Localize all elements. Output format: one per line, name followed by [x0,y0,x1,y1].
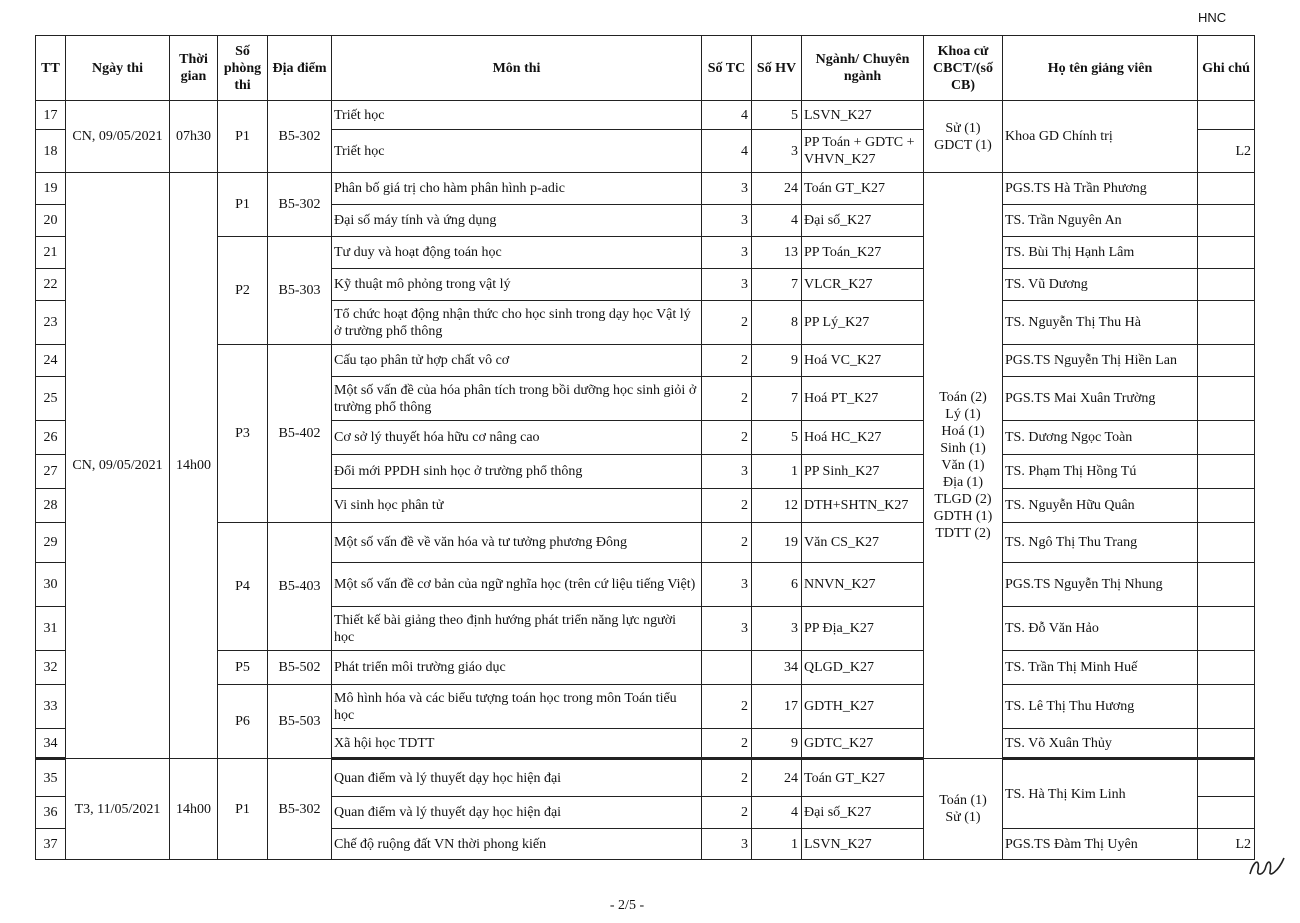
document-code: HNC [1198,10,1227,25]
exam-location: B5-502 [268,651,332,685]
exam-location: B5-402 [268,345,332,523]
lecturer-name: TS. Dương Ngọc Toàn [1003,421,1198,455]
row-students: 17 [752,685,802,729]
row-students: 4 [752,797,802,829]
lecturer-name: TS. Nguyễn Thị Thu Hà [1003,301,1198,345]
row-subject: Mô hình hóa và các biểu tượng toán học trong môn Toán tiểu học [332,685,702,729]
table-row [36,237,1255,269]
row-subject: Cấu tạo phân tử hợp chất vô cơ [332,345,702,377]
proctor-item: TDTT (2) [935,526,991,541]
row-students: 1 [752,829,802,860]
row-tt: 29 [36,523,66,563]
row-credits: 3 [702,237,752,269]
row-major: VLCR_K27 [802,269,924,301]
row-students: 1 [752,455,802,489]
lecturer-name: TS. Phạm Thị Hồng Tú [1003,455,1198,489]
row-students: 5 [752,421,802,455]
proctor-item: GDTH (1) [933,509,993,524]
proctor-item: Địa (1) [942,475,984,490]
lecturer-name: Khoa GD Chính trị [1003,101,1198,173]
lecturer-name: PGS.TS Nguyễn Thị Nhung [1003,563,1198,607]
lecturer-name: TS. Nguyễn Hữu Quân [1003,489,1198,523]
row-note [1198,205,1255,237]
row-note [1198,797,1255,829]
row-subject: Tổ chức hoạt động nhận thức cho học sinh trong dạy học Vật lý ở trường phổ thông [332,301,702,345]
row-credits: 2 [702,377,752,421]
col-header-lecturer: Họ tên giảng viên [1003,36,1198,101]
exam-time: 07h30 [170,101,218,173]
row-note [1198,651,1255,685]
row-note [1198,377,1255,421]
table-row [36,345,1255,377]
row-subject: Cơ sở lý thuyết hóa hữu cơ nâng cao [332,421,702,455]
exam-location: B5-403 [268,523,332,651]
row-tt: 31 [36,607,66,651]
row-tt: 32 [36,651,66,685]
row-note [1198,685,1255,729]
row-note [1198,455,1255,489]
col-header-proctor-dept: Khoa cử CBCT/(số CB) [924,36,1003,101]
exam-room: P2 [218,237,268,345]
row-note [1198,729,1255,759]
col-header-note: Ghi chú [1198,36,1255,101]
lecturer-name: TS. Võ Xuân Thủy [1003,729,1198,759]
row-credits: 2 [702,729,752,759]
row-students: 19 [752,523,802,563]
row-note [1198,523,1255,563]
lecturer-name: TS. Hà Thị Kim Linh [1003,759,1198,829]
row-tt: 24 [36,345,66,377]
row-tt: 18 [36,130,66,173]
col-header-major: Ngành/ Chuyên ngành [802,36,924,101]
proctor-item: Sử (1) [945,810,981,825]
row-major: GDTC_K27 [802,729,924,759]
proctor-item: Toán (1) [939,793,987,808]
row-students: 7 [752,269,802,301]
row-note: L2 [1198,130,1255,173]
proctor-depts: Sử (1) GDCT (1) [924,101,1003,173]
table-row [36,523,1255,563]
row-tt: 34 [36,729,66,759]
proctor-item: Sinh (1) [940,441,986,456]
row-note [1198,101,1255,130]
row-tt: 25 [36,377,66,421]
proctor-item: TLGD (2) [934,492,992,507]
proctor-depts [924,173,1003,759]
handwritten-initials [1246,850,1288,880]
row-note [1198,421,1255,455]
row-credits: 2 [702,523,752,563]
row-subject: Phát triển môi trường giáo dục [332,651,702,685]
row-tt: 30 [36,563,66,607]
row-credits: 2 [702,759,752,797]
lecturer-name: PGS.TS Mai Xuân Trường [1003,377,1198,421]
proctor-item: Hoá (1) [941,424,985,439]
lecturer-name: PGS.TS Hà Trần Phương [1003,173,1198,205]
row-major: PP Sinh_K27 [802,455,924,489]
exam-date: CN, 09/05/2021 [66,173,170,759]
exam-location: B5-303 [268,237,332,345]
col-header-tt: TT [36,36,66,101]
exam-location: B5-302 [268,173,332,237]
row-credits: 4 [702,130,752,173]
row-students: 3 [752,607,802,651]
proctor-depts [924,759,1003,860]
row-tt: 21 [36,237,66,269]
row-note [1198,759,1255,797]
col-header-time: Thời gian [170,36,218,101]
row-major: DTH+SHTN_K27 [802,489,924,523]
row-tt: 28 [36,489,66,523]
row-subject: Xã hội học TDTT [332,729,702,759]
row-students: 9 [752,345,802,377]
exam-room: P3 [218,345,268,523]
row-note [1198,345,1255,377]
row-subject: Một số vấn đề về văn hóa và tư tưởng phương Đông [332,523,702,563]
exam-date: CN, 09/05/2021 [66,101,170,173]
col-header-room: Số phòng thi [218,36,268,101]
row-subject: Vi sinh học phân tử [332,489,702,523]
row-credits: 2 [702,489,752,523]
row-tt: 36 [36,797,66,829]
row-subject: Kỹ thuật mô phỏng trong vật lý [332,269,702,301]
proctor-item: Toán (2) [939,390,987,405]
row-note [1198,563,1255,607]
row-note [1198,173,1255,205]
row-note [1198,237,1255,269]
row-tt: 35 [36,759,66,797]
row-students: 8 [752,301,802,345]
exam-location: B5-302 [268,759,332,860]
row-students: 5 [752,101,802,130]
exam-location: B5-503 [268,685,332,759]
lecturer-name: TS. Ngô Thị Thu Trang [1003,523,1198,563]
row-subject: Quan điểm và lý thuyết dạy học hiện đại [332,797,702,829]
row-major: Đại số_K27 [802,797,924,829]
row-credits: 2 [702,345,752,377]
row-major: GDTH_K27 [802,685,924,729]
row-students: 3 [752,130,802,173]
row-credits: 2 [702,685,752,729]
exam-room: P4 [218,523,268,651]
row-students: 12 [752,489,802,523]
row-students: 4 [752,205,802,237]
row-major: Hoá PT_K27 [802,377,924,421]
row-students: 7 [752,377,802,421]
lecturer-name: TS. Đỗ Văn Hảo [1003,607,1198,651]
row-tt: 22 [36,269,66,301]
row-subject: Một số vấn đề của hóa phân tích trong bồi dưỡng học sinh giỏi ở trường phổ thông [332,377,702,421]
exam-location: B5-302 [268,101,332,173]
col-header-date: Ngày thi [66,36,170,101]
exam-room: P1 [218,759,268,860]
exam-room: P1 [218,101,268,173]
row-students: 34 [752,651,802,685]
row-credits: 3 [702,563,752,607]
row-credits: 3 [702,173,752,205]
row-major: PP Toán + GDTC + VHVN_K27 [802,130,924,173]
exam-time: 14h00 [170,759,218,860]
col-header-credits: Số TC [702,36,752,101]
row-major: PP Toán_K27 [802,237,924,269]
row-subject: Triết học [332,130,702,173]
row-major: NNVN_K27 [802,563,924,607]
row-major: Đại số_K27 [802,205,924,237]
table-row [36,759,1255,797]
exam-schedule-table [35,35,1255,860]
row-tt: 23 [36,301,66,345]
row-note [1198,269,1255,301]
row-students: 24 [752,759,802,797]
row-note [1198,301,1255,345]
row-major: Hoá HC_K27 [802,421,924,455]
row-subject: Đổi mới PPDH sinh học ở trường phổ thông [332,455,702,489]
row-subject: Đại số máy tính và ứng dụng [332,205,702,237]
exam-date: T3, 11/05/2021 [66,759,170,860]
row-tt: 37 [36,829,66,860]
row-tt: 26 [36,421,66,455]
row-credits: 3 [702,269,752,301]
row-major: Văn CS_K27 [802,523,924,563]
page-number: - 2/5 - [609,898,645,913]
row-major: PP Địa_K27 [802,607,924,651]
lecturer-name: PGS.TS Đàm Thị Uyên [1003,829,1198,860]
table-row [36,101,1255,130]
row-subject: Quan điểm và lý thuyết dạy học hiện đại [332,759,702,797]
lecturer-name: TS. Lê Thị Thu Hương [1003,685,1198,729]
row-credits: 3 [702,829,752,860]
header-row [36,36,1255,101]
row-subject: Thiết kế bài giảng theo định hướng phát triển năng lực người học [332,607,702,651]
row-major: LSVN_K27 [802,101,924,130]
proctor-item: Văn (1) [941,458,985,473]
lecturer-name: PGS.TS Nguyễn Thị Hiền Lan [1003,345,1198,377]
row-credits [702,651,752,685]
row-tt: 27 [36,455,66,489]
row-students: 9 [752,729,802,759]
col-header-students: Số HV [752,36,802,101]
row-major: QLGD_K27 [802,651,924,685]
row-tt: 19 [36,173,66,205]
lecturer-name: TS. Bùi Thị Hạnh Lâm [1003,237,1198,269]
exam-room: P5 [218,651,268,685]
row-major: LSVN_K27 [802,829,924,860]
row-tt: 20 [36,205,66,237]
row-tt: 33 [36,685,66,729]
row-credits: 2 [702,421,752,455]
row-major: Toán GT_K27 [802,173,924,205]
col-header-subject: Môn thi [332,36,702,101]
row-note [1198,607,1255,651]
row-credits: 4 [702,101,752,130]
lecturer-name: TS. Trần Thị Minh Huế [1003,651,1198,685]
exam-room: P1 [218,173,268,237]
row-credits: 2 [702,797,752,829]
row-credits: 2 [702,301,752,345]
table-row [36,651,1255,685]
table-row [36,173,1255,205]
row-tt: 17 [36,101,66,130]
lecturer-name: TS. Vũ Dương [1003,269,1198,301]
row-credits: 3 [702,205,752,237]
row-students: 24 [752,173,802,205]
row-subject: Phân bố giá trị cho hàm phân hình p-adic [332,173,702,205]
lecturer-name: TS. Trần Nguyên An [1003,205,1198,237]
row-subject: Một số vấn đề cơ bản của ngữ nghĩa học (trên cứ liệu tiếng Việt) [332,563,702,607]
row-note: L2 [1198,829,1255,860]
exam-room: P6 [218,685,268,759]
col-header-location: Địa điểm [268,36,332,101]
row-subject: Triết học [332,101,702,130]
row-subject: Chế độ ruộng đất VN thời phong kiến [332,829,702,860]
proctor-item: Lý (1) [945,407,981,422]
row-students: 6 [752,563,802,607]
row-subject: Tư duy và hoạt động toán học [332,237,702,269]
row-note [1198,489,1255,523]
row-major: Toán GT_K27 [802,759,924,797]
row-major: PP Lý_K27 [802,301,924,345]
table-row [36,685,1255,729]
row-major: Hoá VC_K27 [802,345,924,377]
row-credits: 3 [702,607,752,651]
row-students: 13 [752,237,802,269]
row-credits: 3 [702,455,752,489]
exam-time: 14h00 [170,173,218,759]
